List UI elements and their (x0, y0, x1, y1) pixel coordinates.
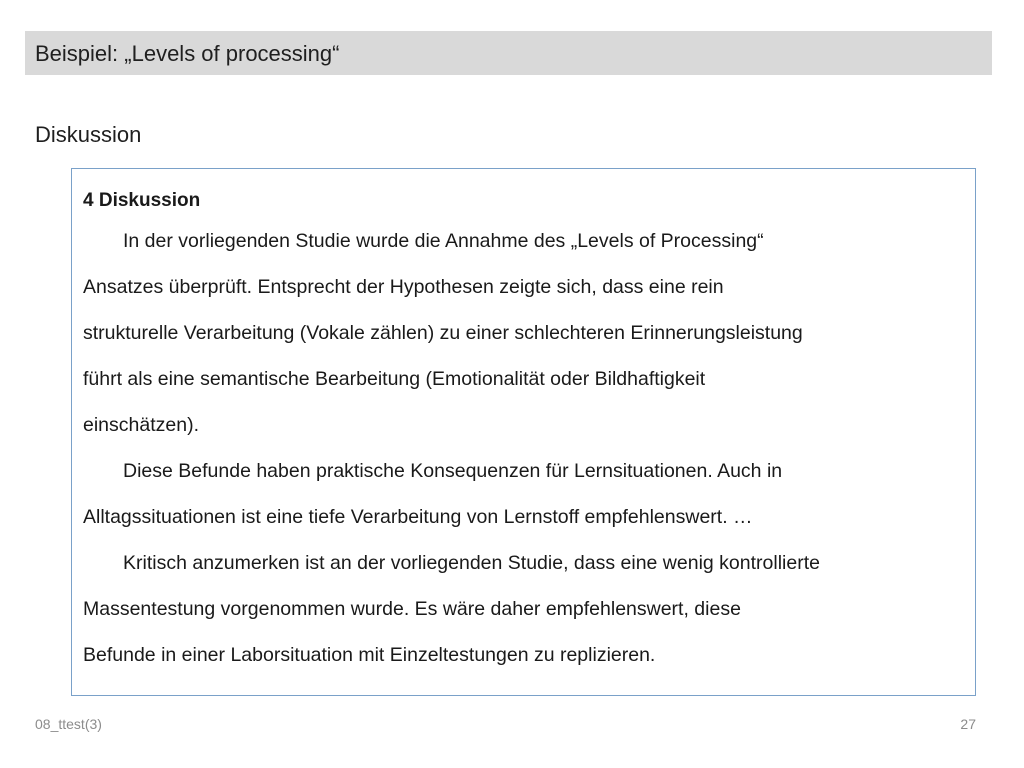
slide-subtitle: Diskussion (35, 122, 142, 147)
excerpt-paragraph-1: In der vorliegenden Studie wurde die Annahme des „Levels of Processing“ Ansatzes überprüft. Entsprecht der Hypothesen zeigte sich, dass eine rein strukturelle Verarbeitung (Vokale zählen) zu einer schlechteren Erinnerungsleistung führt als eine semantische Bearbeitung (Emotionalität oder Bildhaftigkeit einschätzen). (83, 230, 803, 436)
footer-source-label: 08_ttest(3) (35, 716, 102, 732)
slide-title: Beispiel: „Levels of processing“ (35, 41, 340, 66)
page-number: 27 (960, 716, 976, 732)
excerpt-paragraph-3: Kritisch anzumerken ist an der vorliegenden Studie, dass eine wenig kontrollierte Massentestung vorgenommen wurde. Es wäre daher empfehlenswert, diese Befunde in einer Laborsituation mit Einzeltestungen zu replizieren. (83, 552, 820, 666)
text-excerpt-box (71, 168, 976, 696)
excerpt-heading: 4 Diskussion (83, 190, 201, 211)
slide-title-bar (25, 31, 992, 75)
excerpt-paragraph-2: Diese Befunde haben praktische Konsequenzen für Lernsituationen. Auch in Alltagssituationen ist eine tiefe Verarbeitung von Lernstoff empfehlenswert. … (83, 460, 783, 528)
